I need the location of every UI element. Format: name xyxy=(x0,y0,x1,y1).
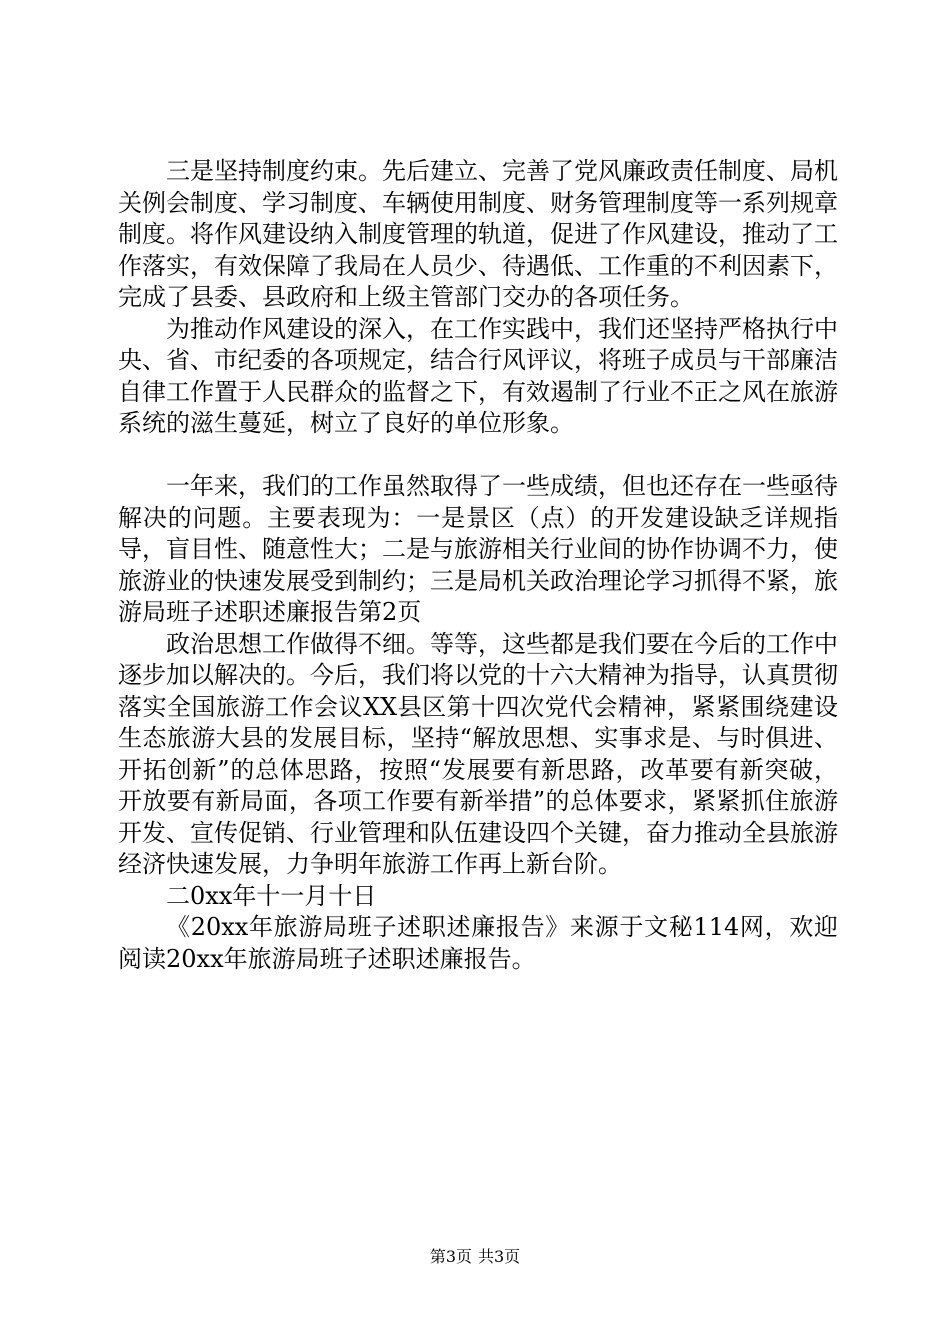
paragraph-problems: 一年来，我们的工作虽然取得了一些成绩，但也还存在一些亟待解决的问题。主要表现为：一是景区（点）的开发建设缺乏详规指导，盲目性、随意性大；二是与旅游相关行业间的协作协调不力，使旅游业的快速发展受到制约；三是局机关政治理论学习抓得不紧，旅游局班子述职述廉报告第2页 xyxy=(118,472,838,626)
paragraph-date: 二0xx年十一月十日 xyxy=(166,881,377,910)
paragraph-work-style: 为推动作风建设的深入，在工作实践中，我们还坚持严格执行中央、省、市纪委的各项规定，结合行风评议，将班子成员与干部廉洁自律工作置于人民群众的监督之下，有效遏制了行业不正之风在旅游系统的滋生蔓延，树立了良好的单位形象。 xyxy=(118,314,838,437)
page-footer xyxy=(0,1247,950,1267)
paragraph-source-note: 《20xx年旅游局班子述职述廉报告》来源于文秘114网，欢迎阅读20xx年旅游局班子述职述廉报告。 xyxy=(118,913,838,973)
paragraph-future-plans: 政治思想工作做得不细。等等，这些都是我们要在今后的工作中逐步加以解决的。今后，我们将以党的十六大精神为指导，认真贯彻落实全国旅游工作会议XX县区第十四次党代会精神，紧紧围绕建设生态旅游大县的发展目标，坚持“解放思想、实事求是、与时俱进、开拓创新”的总体思路，按照“发展要有新思路，改革要有新突破，开放要有新局面，各项工作要有新举措”的总体要求，紧紧抓住旅游开发、宣传促销、行业管理和队伍建设四个关键，奋力推动全县旅游经济快速发展，力争明年旅游工作再上新台阶。 xyxy=(118,629,838,878)
paragraph-system-constraints: 三是坚持制度约束。先后建立、完善了党风廉政责任制度、局机关例会制度、学习制度、车辆使用制度、财务管理制度等一系列规章制度。将作风建设纳入制度管理的轨道，促进了作风建设，推动了工作落实，有效保障了我局在人员少、待遇低、工作重的不利因素下，完成了县委、县政府和上级主管部门交办的各项任务。 xyxy=(118,157,838,311)
page-number-current: 第3页 xyxy=(429,1247,472,1266)
document-body xyxy=(118,156,838,975)
page-number-total: 共3页 xyxy=(478,1247,521,1266)
